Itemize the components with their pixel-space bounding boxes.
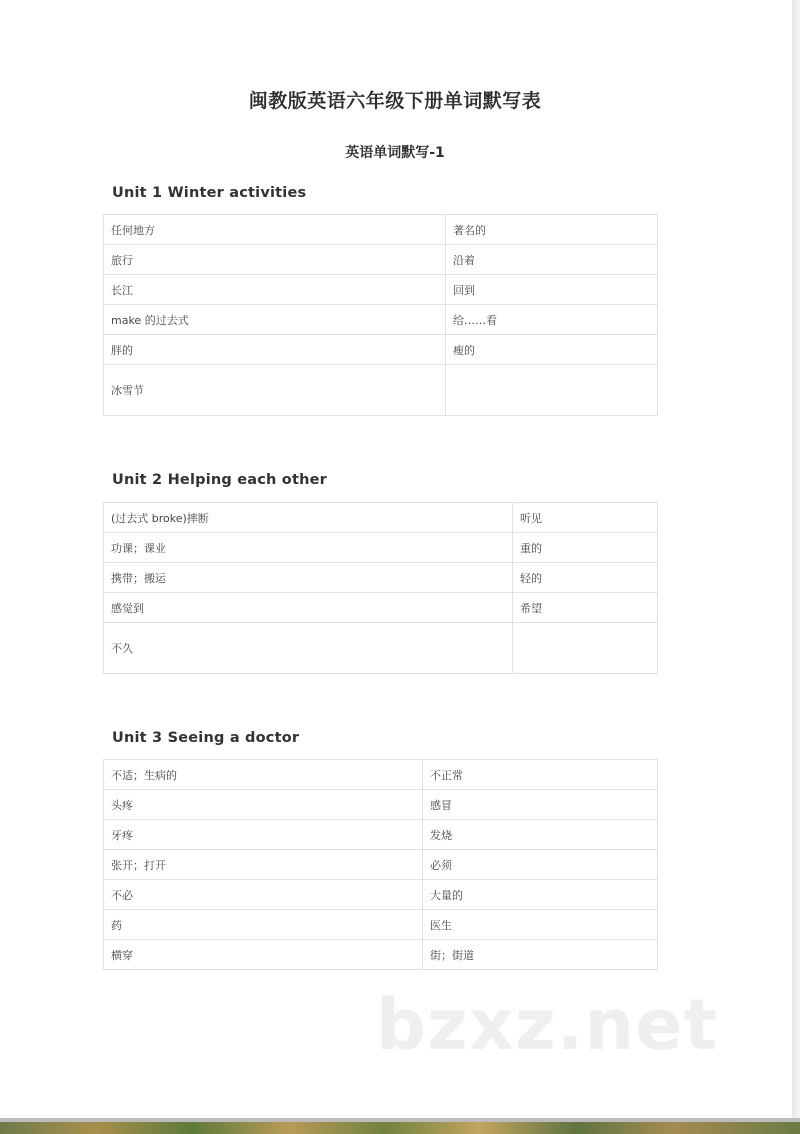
word-cell: 药 xyxy=(104,910,423,940)
word-cell: 旅行 xyxy=(104,245,446,275)
unit-1-table xyxy=(103,214,658,416)
table-row xyxy=(104,790,658,820)
word-cell: (过去式 broke)摔断 xyxy=(104,503,513,533)
word-cell: 医生 xyxy=(423,910,658,940)
page-edge-shadow xyxy=(792,0,800,1118)
word-cell: 功课；课业 xyxy=(104,533,513,563)
word-cell: 回到 xyxy=(446,275,658,305)
table-row xyxy=(104,623,658,674)
word-cell: 发烧 xyxy=(423,820,658,850)
word-cell: 携带；搬运 xyxy=(104,563,513,593)
word-cell xyxy=(513,623,658,674)
word-cell: 任何地方 xyxy=(104,215,446,245)
word-cell: 不久 xyxy=(104,623,513,674)
document-title: 闽教版英语六年级下册单词默写表 xyxy=(248,90,542,112)
word-cell: 感觉到 xyxy=(104,593,513,623)
unit-2-table xyxy=(103,502,658,674)
word-cell: 街；街道 xyxy=(423,940,658,970)
word-cell: 不正常 xyxy=(423,760,658,790)
table-row xyxy=(104,503,658,533)
word-cell: 给……看 xyxy=(446,305,658,335)
table-row xyxy=(104,335,658,365)
table-row xyxy=(104,940,658,970)
word-cell: 张开；打开 xyxy=(104,850,423,880)
word-cell: 不必 xyxy=(104,880,423,910)
word-cell: 希望 xyxy=(513,593,658,623)
table-row xyxy=(104,820,658,850)
table-row xyxy=(104,850,658,880)
watermark: bzxz.net xyxy=(376,984,719,1066)
word-cell: 横穿 xyxy=(104,940,423,970)
word-cell: 感冒 xyxy=(423,790,658,820)
table-row xyxy=(104,910,658,940)
word-cell: 瘦的 xyxy=(446,335,658,365)
word-cell: 听见 xyxy=(513,503,658,533)
next-page-preview-strip xyxy=(0,1122,800,1134)
table-row xyxy=(104,880,658,910)
word-cell: 著名的 xyxy=(446,215,658,245)
word-cell: 胖的 xyxy=(104,335,446,365)
table-row xyxy=(104,275,658,305)
word-cell: 牙疼 xyxy=(104,820,423,850)
table-row xyxy=(104,215,658,245)
word-cell: 不适；生病的 xyxy=(104,760,423,790)
table-row xyxy=(104,305,658,335)
word-cell: 轻的 xyxy=(513,563,658,593)
word-cell: 沿着 xyxy=(446,245,658,275)
unit-3-table xyxy=(103,759,658,970)
document-subtitle: 英语单词默写-1 xyxy=(345,145,445,161)
table-row xyxy=(104,533,658,563)
word-cell: 长江 xyxy=(104,275,446,305)
table-row xyxy=(104,760,658,790)
word-cell: 冰雪节 xyxy=(104,365,446,416)
word-cell: 必须 xyxy=(423,850,658,880)
unit-2-heading: Unit 2 Helping each other xyxy=(112,472,328,488)
table-row xyxy=(104,245,658,275)
table-row xyxy=(104,563,658,593)
word-cell xyxy=(446,365,658,416)
word-cell: 重的 xyxy=(513,533,658,563)
unit-3-heading: Unit 3 Seeing a doctor xyxy=(112,730,300,746)
unit-1-heading: Unit 1 Winter activities xyxy=(112,185,307,201)
word-cell: 大量的 xyxy=(423,880,658,910)
table-row xyxy=(104,365,658,416)
table-row xyxy=(104,593,658,623)
word-cell: 头疼 xyxy=(104,790,423,820)
word-cell: make 的过去式 xyxy=(104,305,446,335)
